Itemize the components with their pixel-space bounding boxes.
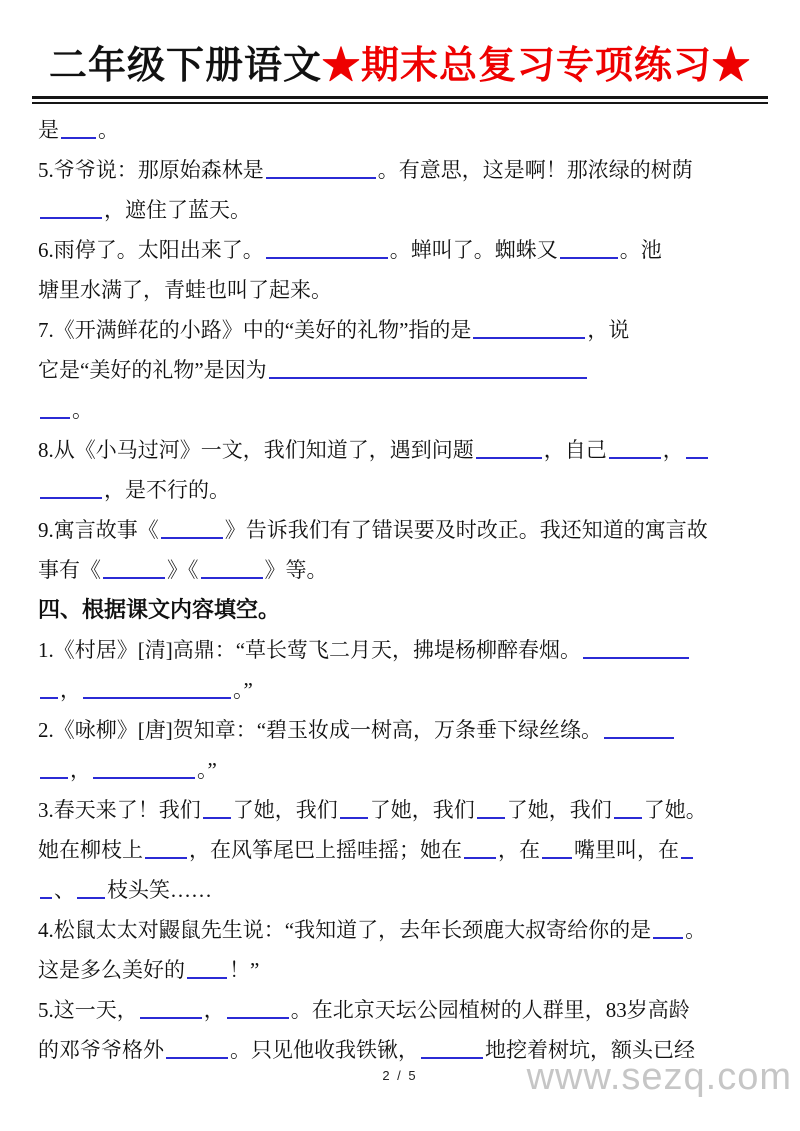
worksheet-line <box>38 870 772 910</box>
line-text: 5.这一天， <box>38 998 138 1022</box>
fill-in-blank <box>614 801 642 819</box>
fill-in-blank <box>473 321 585 339</box>
fill-in-blank <box>686 441 708 459</box>
fill-in-blank <box>421 1041 483 1059</box>
line-text: 了她，我们 <box>506 798 612 822</box>
fill-in-blank <box>266 241 388 259</box>
line-text: 3.春天来了！我们 <box>38 798 201 822</box>
line-text: 》告诉我们有了错误要及时改正。我还知道的寓言故 <box>224 518 708 542</box>
line-text: ， <box>662 438 684 462</box>
line-text: 它是“美好的礼物”是因为 <box>38 358 267 382</box>
fill-in-blank <box>40 681 58 699</box>
fill-in-blank <box>583 641 689 659</box>
line-text: 。 <box>72 398 93 422</box>
line-text: 。只见他收我铁锹， <box>230 1038 419 1062</box>
worksheet-line <box>38 630 772 670</box>
fill-in-blank <box>140 1001 202 1019</box>
fill-in-blank <box>40 481 102 499</box>
worksheet-header <box>0 0 800 104</box>
fill-in-blank <box>542 841 572 859</box>
line-text: ，说 <box>587 318 630 342</box>
line-text: 地挖着树坑，额头已经 <box>485 1038 695 1062</box>
worksheet-line <box>38 510 772 550</box>
page-number: 2 / 5 <box>382 1068 418 1083</box>
fill-in-blank <box>161 521 223 539</box>
fill-in-blank <box>464 841 496 859</box>
worksheet-line <box>38 990 772 1030</box>
line-text: ，遮住了蓝天。 <box>104 198 251 222</box>
line-text: 。蝉叫了。蜘蛛又 <box>389 238 558 262</box>
worksheet-line <box>38 950 772 990</box>
line-text: 1.《村居》[清]高鼎：“草长莺飞二月天，拂堤杨柳醉春烟。 <box>38 638 582 662</box>
line-text: 8.从《小马过河》一文，我们知道了，遇到问题 <box>38 438 474 462</box>
line-text: 。 <box>685 918 707 942</box>
line-text: 枝头笑…… <box>107 878 212 902</box>
line-text: 是 <box>38 118 59 142</box>
fill-in-blank <box>266 161 376 179</box>
fill-in-blank <box>201 561 263 579</box>
header-divider <box>32 96 768 104</box>
line-text: 7.《开满鲜花的小路》中的“美好的礼物”指的是 <box>38 318 472 342</box>
fill-in-blank <box>103 561 165 579</box>
worksheet-body <box>0 104 800 1070</box>
line-text: 的邓爷爷格外 <box>38 1038 164 1062</box>
title-exam-topic: ★期末总复习专项练习★ <box>322 45 752 87</box>
worksheet-line <box>38 830 772 870</box>
line-text: 事有《 <box>38 558 101 582</box>
fill-in-blank <box>476 441 542 459</box>
line-text: 了她，我们 <box>232 798 338 822</box>
worksheet-line <box>38 350 772 390</box>
line-text: 四、根据课文内容填空。 <box>38 597 281 622</box>
line-text: 。” <box>197 758 217 782</box>
line-text: 。 <box>98 118 119 142</box>
title-course-name: 二年级下册语文 <box>48 45 322 87</box>
fill-in-blank <box>40 881 52 899</box>
line-text: ， <box>70 758 91 782</box>
fill-in-blank <box>187 961 227 979</box>
worksheet-line <box>38 150 772 190</box>
fill-in-blank <box>609 441 661 459</box>
worksheet-line <box>38 310 772 350</box>
fill-in-blank <box>61 121 96 139</box>
line-text: ，在风筝尾巴上摇哇摇；她在 <box>189 838 462 862</box>
watermark: www.sezq.com <box>526 1056 792 1098</box>
line-text: 这是多么美好的 <box>38 958 185 982</box>
line-text: 了她，我们 <box>369 798 475 822</box>
fill-in-blank <box>77 881 105 899</box>
worksheet-line <box>38 430 772 470</box>
worksheet-line <box>38 270 772 310</box>
worksheet-line <box>38 190 772 230</box>
fill-in-blank <box>93 761 195 779</box>
line-text: 9.寓言故事《 <box>38 518 159 542</box>
fill-in-blank <box>560 241 618 259</box>
line-text: 5.爷爷说：那原始森林是 <box>38 158 264 182</box>
line-text: 塘里水满了，青蛙也叫了起来。 <box>38 278 332 302</box>
worksheet-line <box>38 910 772 950</box>
line-text: 。有意思，这是啊！那浓绿的树荫 <box>377 158 693 182</box>
fill-in-blank <box>227 1001 289 1019</box>
fill-in-blank <box>269 361 587 379</box>
line-text: 她在柳枝上 <box>38 838 143 862</box>
fill-in-blank <box>477 801 505 819</box>
section-heading <box>38 590 772 630</box>
fill-in-blank <box>40 401 70 419</box>
line-text: 。” <box>233 678 253 702</box>
worksheet-line <box>38 230 772 270</box>
worksheet-line <box>38 750 772 790</box>
page-title <box>0 34 800 89</box>
fill-in-blank <box>681 841 693 859</box>
worksheet-line <box>38 790 772 830</box>
line-text: 4.松鼠太太对鼹鼠先生说：“我知道了，去年长颈鹿大叔寄给你的是 <box>38 918 652 942</box>
line-text: 》等。 <box>264 558 328 582</box>
fill-in-blank <box>203 801 231 819</box>
line-text: ，自己 <box>543 438 607 462</box>
fill-in-blank <box>145 841 187 859</box>
fill-in-blank <box>83 681 231 699</box>
line-text: ，是不行的。 <box>104 478 230 502</box>
line-text: 、 <box>54 878 75 902</box>
worksheet-line <box>38 470 772 510</box>
line-text: 嘴里叫，在 <box>574 838 679 862</box>
fill-in-blank <box>166 1041 228 1059</box>
worksheet-line <box>38 550 772 590</box>
line-text: ， <box>203 998 225 1022</box>
line-text: 2.《咏柳》[唐]贺知章：“碧玉妆成一树高，万条垂下绿丝绦。 <box>38 718 603 742</box>
line-text: 》《 <box>167 558 199 582</box>
worksheet-line <box>38 710 772 750</box>
fill-in-blank <box>340 801 368 819</box>
fill-in-blank <box>653 921 683 939</box>
fill-in-blank <box>40 201 102 219</box>
line-text: ， <box>60 678 81 702</box>
worksheet-line <box>38 670 772 710</box>
fill-in-blank <box>40 761 68 779</box>
fill-in-blank <box>604 721 674 739</box>
line-text: 。在北京天坛公园植树的人群里，83岁高龄 <box>290 998 690 1022</box>
line-text: 。池 <box>619 238 662 262</box>
line-text: ，在 <box>498 838 540 862</box>
worksheet-line <box>38 390 772 430</box>
line-text: 6.雨停了。太阳出来了。 <box>38 238 264 262</box>
worksheet-line <box>38 110 772 150</box>
line-text: ！” <box>229 958 260 982</box>
line-text: 了她。 <box>643 798 707 822</box>
